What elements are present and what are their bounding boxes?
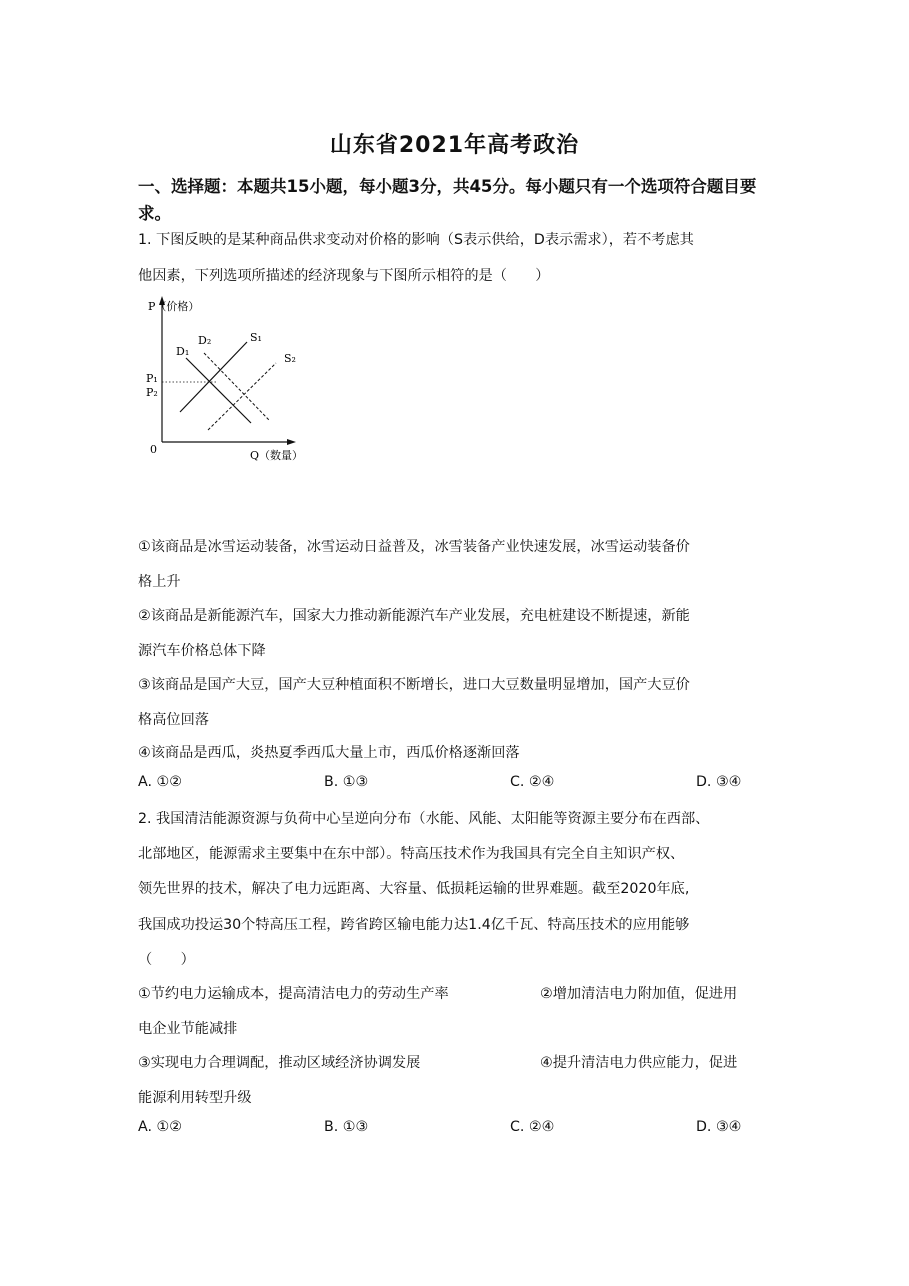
- q2-item3: ③实现电力合理调配，推动区域经济协调发展: [138, 1055, 421, 1071]
- q2-stem-line4: 我国成功投运30个特高压工程，跨省跨区输电能力达1.4亿千瓦、特高压技术的应用能够: [138, 917, 690, 933]
- d2-label: D₂: [198, 334, 212, 347]
- q1-option-a[interactable]: A. ①②: [138, 774, 182, 790]
- q2-option-d[interactable]: D. ③④: [696, 1119, 742, 1135]
- p2-label: P₂: [146, 386, 158, 399]
- q2-option-a[interactable]: A. ①②: [138, 1119, 182, 1135]
- x-axis-label: Q（数量）: [250, 449, 304, 462]
- q2-options: [138, 1119, 778, 1141]
- d1-label: D₁: [176, 345, 190, 358]
- q2-option-b[interactable]: B. ①③: [324, 1119, 369, 1135]
- q2-item2-line1: ②增加清洁电力附加值，促进用: [540, 986, 738, 1002]
- q2-item4-line1: ④提升清洁电力供应能力，促进: [540, 1055, 738, 1071]
- section-heading: 一、选择题：本题共15小题，每小题3分，共45分。每小题只有一个选项符合题目要求。: [138, 177, 757, 223]
- supply-curve-s2: [208, 363, 276, 430]
- q2-item2-line2: 电企业节能减排: [138, 1021, 238, 1037]
- q1-option-c[interactable]: C. ②④: [510, 774, 555, 790]
- q1-option-b[interactable]: B. ①③: [324, 774, 369, 790]
- q1-item1-line1: ①该商品是冰雪运动装备，冰雪运动日益普及，冰雪装备产业快速发展，冰雪运动装备价: [138, 539, 690, 555]
- q1-options: [138, 774, 778, 796]
- p1-label: P₁: [146, 372, 158, 385]
- q2-item4-line2: 能源利用转型升级: [138, 1090, 252, 1106]
- q1-item1-line2: 格上升: [138, 574, 181, 590]
- s1-label: S₁: [250, 331, 262, 344]
- q2-option-c[interactable]: C. ②④: [510, 1119, 555, 1135]
- q2-stem-line3: 领先世界的技术，解决了电力远距离、大容量、低损耗运输的世界难题。截至2020年底,: [138, 881, 690, 897]
- q1-item2-line2: 源汽车价格总体下降: [138, 643, 266, 659]
- q1-option-d[interactable]: D. ③④: [696, 774, 742, 790]
- origin-label: 0: [150, 443, 157, 456]
- q1-stem-line2: 他因素，下列选项所描述的经济现象与下图所示相符的是（ ）: [138, 268, 550, 284]
- s2-label: S₂: [284, 352, 296, 365]
- q1-item4: ④该商品是西瓜，炎热夏季西瓜大量上市，西瓜价格逐渐回落: [138, 745, 520, 761]
- q1-item3-line1: ③该商品是国产大豆，国产大豆种植面积不断增长，进口大豆数量明显增加，国产大豆价: [138, 677, 690, 693]
- y-axis-label: P（价格）: [148, 300, 200, 313]
- x-axis-arrow: [287, 439, 296, 445]
- q1-stem-line1: 1. 下图反映的是某种商品供求变动对价格的影响（S表示供给，D表示需求），若不考虑其: [138, 232, 694, 248]
- q2-stem-line5: （ ）: [138, 952, 195, 968]
- page-title: 山东省2021年高考政治: [329, 133, 580, 158]
- q2-item1: ①节约电力运输成本，提高清洁电力的劳动生产率: [138, 986, 449, 1002]
- supply-demand-figure: [138, 292, 318, 470]
- q1-item2-line1: ②该商品是新能源汽车，国家大力推动新能源汽车产业发展，充电桩建设不断提速，新能: [138, 608, 690, 624]
- q2-stem-line2: 北部地区，能源需求主要集中在东中部）。特高压技术作为我国具有完全自主知识产权、: [138, 846, 685, 862]
- q1-item3-line2: 格高位回落: [138, 712, 209, 728]
- q2-stem-line1: 2. 我国清洁能源资源与负荷中心呈逆向分布（水能、风能、太阳能等资源主要分布在西部、: [138, 811, 710, 827]
